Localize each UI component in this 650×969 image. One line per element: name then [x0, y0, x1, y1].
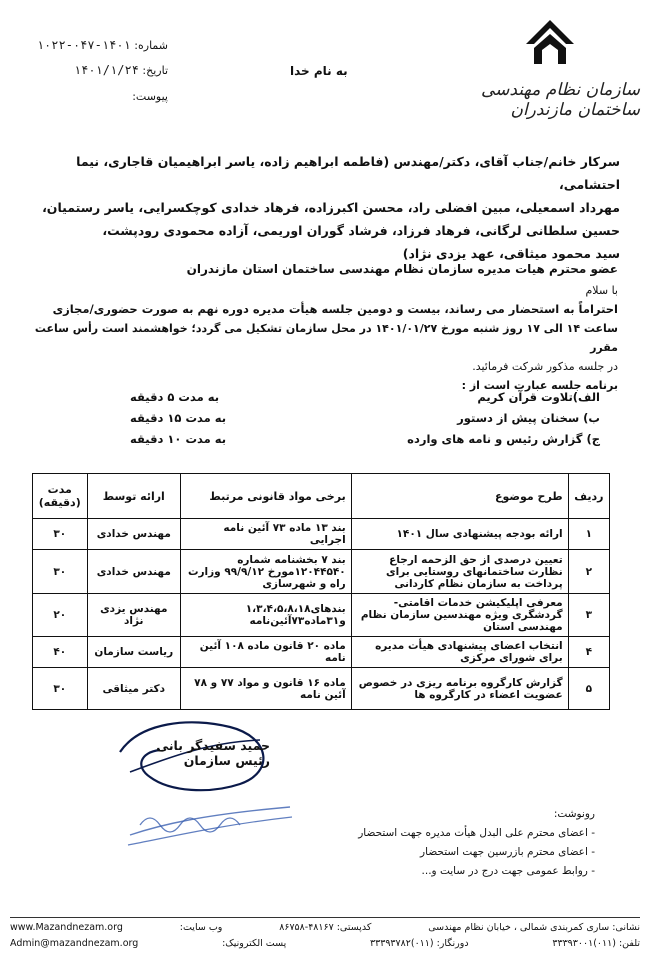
- org-stamp-icon: [120, 795, 300, 859]
- copies-block: [330, 805, 595, 881]
- copy-line: - روابط عمومی جهت درج در سایت و...: [421, 865, 595, 877]
- recipients-line: سرکار خانم/جناب آقای، دکتر/مهندس (فاطمه ابراهیم زاده، یاسر ابراهیمیان قاجاری، نیما احتشامی،: [76, 154, 620, 192]
- addressee: عضو محترم هیات مدیره سازمان نظام مهندسی ساختمان استان مازندران: [186, 262, 618, 276]
- agenda-table-wrapper: [32, 473, 610, 710]
- footer-phone: تلفن: (۰۱۱)۳۳۳۹۳۰۰۱: [552, 938, 640, 949]
- footer-website-label: وب سایت:: [179, 922, 223, 933]
- letter-number-label: شماره:: [134, 39, 168, 52]
- cell-law: بند ۷ بخشنامه شماره ۱۲۰۴۴۵۴۰مورخ ۹۹/۹/۱۲ وزارت راه و شهرسازی: [181, 550, 352, 594]
- table-row: [33, 668, 610, 710]
- letter-body: [30, 258, 618, 395]
- cell-number: ۴: [568, 637, 609, 668]
- signatory-title: رئیس سازمان: [183, 753, 270, 768]
- attachment-label: پیوست:: [132, 90, 168, 103]
- footer-address: نشانی: ساری کمربندی شمالی ، خیابان نظام مهندسی: [428, 922, 640, 933]
- table-row: [33, 637, 610, 668]
- program-item-text: الف)تلاوت قرآن کریم: [477, 390, 600, 404]
- cell-presenter: مهندس خدادی: [87, 519, 181, 550]
- cell-law: بند ۱۳ ماده ۷۳ آئین نامه اجرایی: [181, 519, 352, 550]
- cell-number: ۱: [568, 519, 609, 550]
- paragraph-line: احتراماً به استحضار می رساند، بیست و دومین جلسه هیأت مدیره دوره نهم به صورت حضوری/مجازی: [52, 302, 618, 316]
- agenda-table: [32, 473, 610, 710]
- cell-duration: ۴۰: [33, 637, 88, 668]
- recipients-line: سید محمود میثاقی، عهد یزدی نژاد): [402, 246, 620, 261]
- cell-presenter: مهندس خدادی: [87, 550, 181, 594]
- letter-date-row: [18, 63, 168, 77]
- cell-presenter: مهندس یزدی نژاد: [87, 594, 181, 637]
- cell-number: ۵: [568, 668, 609, 710]
- program-item-text: ج) گزارش رئیس و نامه های وارده: [407, 432, 600, 446]
- cell-law: ماده ۲۰ قانون ماده ۱۰۸ آئین نامه: [181, 637, 352, 668]
- table-row: [33, 594, 610, 637]
- cell-number: ۲: [568, 550, 609, 594]
- program-item-duration: به مدت ۵ دقیقه: [130, 390, 220, 404]
- program-item-text: ب) سخنان پیش از دستور: [457, 411, 600, 425]
- cell-presenter: دکتر میثاقی: [87, 668, 181, 710]
- footer: [10, 922, 640, 954]
- cell-number: ۳: [568, 594, 609, 637]
- signatory-name: حمید سفیدگر بانی: [156, 738, 270, 753]
- letter-number-row: [18, 38, 168, 52]
- letter-date-value: ۱۴۰۱/۱/۲۴: [73, 63, 139, 77]
- cell-subject: ارائه بودجه پیشنهادی سال ۱۴۰۱: [351, 519, 568, 550]
- program-title: برنامه جلسه عبارت است از :: [461, 379, 618, 392]
- footer-email-label: پست الکترونیک:: [222, 938, 287, 949]
- footer-email-link[interactable]: Admin@mazandnezam.org: [10, 938, 139, 949]
- cell-subject: انتخاب اعضای پیشنهادی هیأت مدیره برای شورای مرکزی: [351, 637, 568, 668]
- basmala: به نام خدا: [290, 64, 348, 78]
- recipients-line: مهرداد اسمعیلی، مبین افضلی راد، محسن اکبرزاده، فرهاد خدادی کوچکسرایی، یاسر رستمیان،: [42, 200, 620, 215]
- footer-website-link[interactable]: www.Mazandnezam.org: [10, 922, 123, 933]
- cell-law: بندهای۱،۳،۴،۵،۸،۱۸ و۳۱ماده۷۳آئین‌نامه: [181, 594, 352, 637]
- recipients-line: حسین سلطانی لرگانی، فرهاد فرزاد، فرشاد گوران اوریمی، آزاده محمودی رودپشت،: [102, 223, 620, 238]
- greeting: با سلام: [585, 284, 618, 297]
- table-header-row: [33, 474, 610, 519]
- program-list: [130, 390, 600, 453]
- cell-duration: ۳۰: [33, 550, 88, 594]
- program-item: [130, 390, 600, 411]
- paragraph-line: در جلسه مذکور شرکت فرمائید.: [472, 360, 618, 373]
- header-law: برخی مواد قانونی مرتبط: [181, 474, 352, 519]
- cell-subject: معرفی اپلیکیشن خدمات اقامتی- گردشگری ویژه مهندسین سازمان نظام مهندسی استان: [351, 594, 568, 637]
- cell-duration: ۳۰: [33, 668, 88, 710]
- copy-line: - اعضای محترم بازرسین جهت استحضار: [420, 846, 595, 858]
- table-row: [33, 550, 610, 594]
- org-logo-icon: [522, 14, 578, 74]
- program-item-duration: به مدت ۱۵ دقیقه: [130, 411, 227, 425]
- paragraph-line: ساعت ۱۴ الی ۱۷ روز شنبه مورخ ۱۴۰۱/۰۱/۲۷ در محل سازمان تشکیل می گردد؛ خواهشمند است رأس ساعت مقرر: [34, 322, 618, 354]
- cell-subject: تعیین درصدی از حق الزحمه ارجاع نظارت ساختمانهای روستایی برای پرداخت به سازمان نظام کاردانی: [351, 550, 568, 594]
- letter-number-value: ۱۴۰۱-۰۴۷-۱۰۲۲: [36, 38, 131, 52]
- footer-divider: [10, 917, 640, 918]
- copy-line: - اعضای محترم علی البدل هیأت مدیره جهت استحضار: [358, 827, 595, 839]
- copies-label: رونوشت:: [553, 808, 595, 820]
- footer-fax: دورنگار: (۰۱۱)۳۳۳۹۳۷۸۲: [370, 938, 469, 949]
- cell-duration: ۳۰: [33, 519, 88, 550]
- cell-law: ماده ۱۶ قانون و مواد ۷۷ و ۷۸ آئین نامه: [181, 668, 352, 710]
- cell-subject: گزارش کارگروه برنامه ریزی در خصوص عضویت اعضاء در کارگروه ها: [351, 668, 568, 710]
- recipients-block: [30, 150, 620, 265]
- signature-block: [130, 738, 270, 768]
- letter-date-label: تاریخ:: [142, 64, 168, 77]
- header-presenter: ارائه توسط: [87, 474, 181, 519]
- header-subject: طرح موضوع: [351, 474, 568, 519]
- attachment-row: [18, 90, 168, 103]
- program-item: [130, 432, 600, 453]
- program-item: [130, 411, 600, 432]
- header-duration: مدت (دقیقه): [33, 474, 88, 519]
- header-row-number: ردیف: [568, 474, 609, 519]
- program-item-duration: به مدت ۱۰ دقیقه: [130, 432, 227, 446]
- cell-presenter: ریاست سازمان: [87, 637, 181, 668]
- org-brand-text: سازمان نظام مهندسی ساختمان مازندران: [480, 80, 640, 120]
- footer-postal: کدپستی: ۴۸۱۶۷-۸۶۷۵۸: [279, 922, 372, 933]
- cell-duration: ۲۰: [33, 594, 88, 637]
- table-row: [33, 519, 610, 550]
